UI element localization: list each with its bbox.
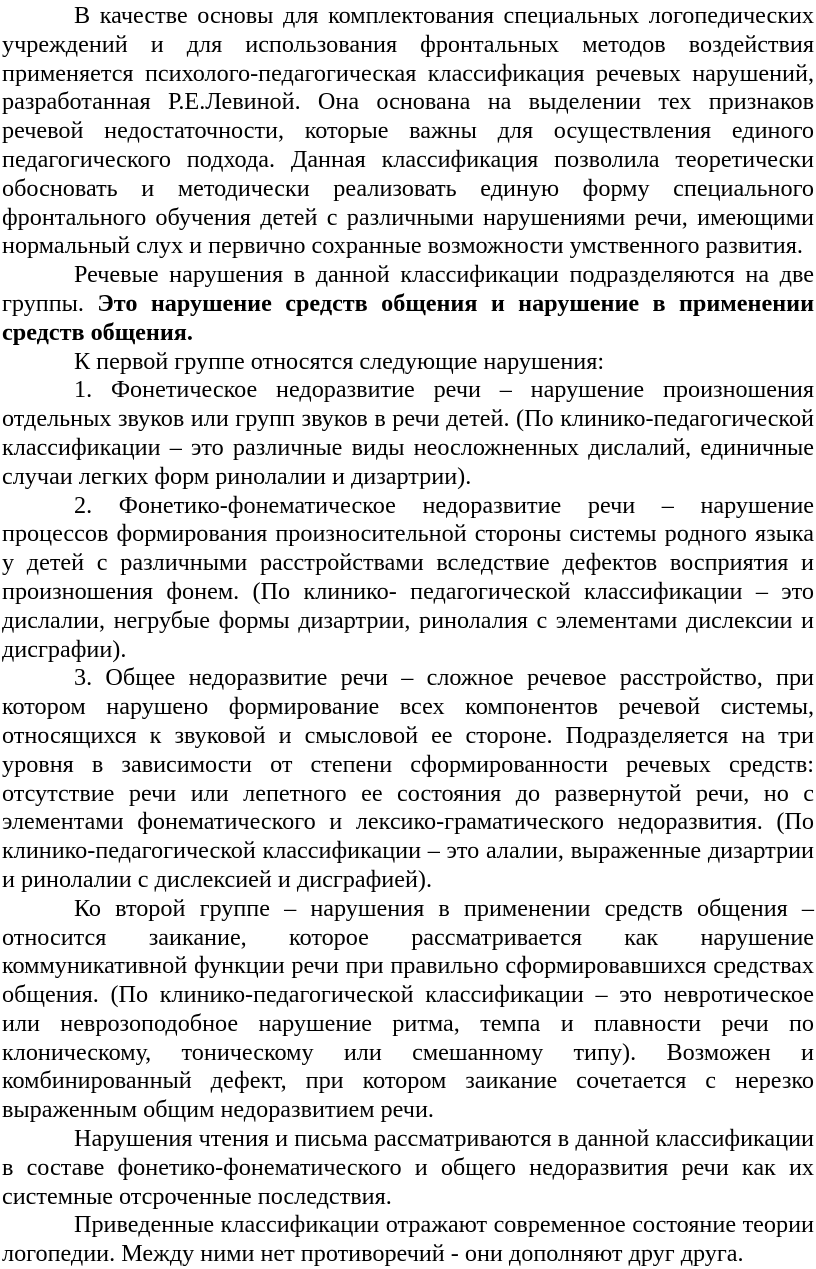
list-item-phonetic-phonemic: 2. Фонетико-фонематическое недоразвитие речи – нарушение процессов формирования произносительной стороны системы родного языка у детей с различными расстройствами вследствие дефектов восприятия и произношения фонем. (По клинико- педагогической классификации – это дислалии, негрубые формы дизартрии, ринолалия с элементами дислексии и дисграфии). — [2, 491, 814, 663]
paragraph-reading-writing: Нарушения чтения и письма рассматриваются в данной классификации в составе фонетико-фонематического и общего недоразвития речи как их системные отсроченные последствия. — [2, 1125, 814, 1210]
paragraph-conclusion: Приведенные классификации отражают современное состояние теории логопедии. Между ними нет противоречий - они дополняют друг друга. — [2, 1211, 814, 1268]
paragraph-second-group: Ко второй группе – нарушения в применении средств общения – относится заикание, которое рассматривается как нарушение коммуникативной функции речи при правильно сформировавшихся средствах общения. (По клинико-педагогической классификации – это невротическое или неврозоподобное нарушение ритма, темпа и плавности речи по клоническому, тоническому или смешанному типу). Возможен и комбинированный дефект, при котором заикание сочетается с нерезко выраженным общим недоразвитием речи. — [2, 894, 814, 1124]
paragraph-groups — [2, 261, 814, 347]
paragraph-groups-bold: Это нарушение средств общения и нарушение в применении средств общения. — [2, 289, 815, 346]
list-item-general-underdevelopment: 3. Общее недоразвитие речи – сложное речевое расстройство, при котором нарушено формирование всех компонентов речевой системы, относящихся к звуковой и смысловой ее стороне. Подразделяется на три уровня в зависимости от степени сформированности речевых средств: отсутствие речи или лепетного ее состояния до развернутой речи, но с элементами фонематического и лексико-граматического недоразвития. (По клинико-педагогической классификации – это алалии, выраженные дизартрии и ринолалии с дислексией и дисграфией). — [2, 664, 814, 893]
document-page — [2, 2, 814, 1269]
paragraph-intro: В качестве основы для комплектования специальных логопедических учреждений и для использования фронтальных методов воздействия применяется психолого-педагогическая классификация речевых нарушений, разработанная Р.Е.Левиной. Она основана на выделении тех признаков речевой недостаточности, которые важны для осуществления единого педагогического подхода. Данная классификация позволила теоретически обосновать и методически реализовать единую форму специального фронтального обучения детей с различными нарушениями речи, имеющими нормальный слух и первично сохранные возможности умственного развития. — [2, 2, 814, 260]
paragraph-groups-text: Речевые нарушения в данной классификации подразделяются на две группы. — [2, 261, 814, 317]
paragraph-first-group-heading: К первой группе относятся следующие нарушения: — [74, 347, 605, 375]
list-item-phonetic: 1. Фонетическое недоразвитие речи – нарушение произношения отдельных звуков или групп звуков в речи детей. (По клинико-педагогической классификации – это различные виды неосложненных дислалий, единичные случаи легких форм ринолалии и дизартрии). — [2, 376, 814, 490]
